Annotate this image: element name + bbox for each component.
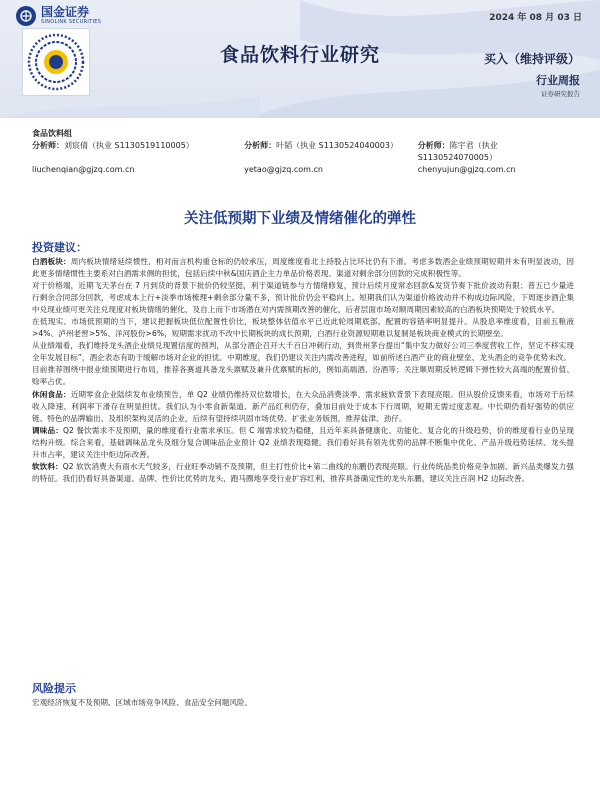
brand-name-en: SINOLINK SECURITIES bbox=[41, 19, 102, 25]
risk-heading: 风险提示 bbox=[32, 682, 76, 695]
analyst-3-email[interactable]: chenyujun@gjzq.com.cn bbox=[417, 165, 516, 174]
brand-logo bbox=[16, 6, 101, 26]
analyst-group: 食品饮料组 bbox=[32, 129, 72, 138]
report-header bbox=[0, 0, 600, 118]
analyst-names-row bbox=[32, 140, 572, 164]
paragraph: 白酒板块：周内板块情绪延续惯性，相对而言机构重仓标的仍较承压，周度维度看北上持股占比环比仍有下滑。考虑多数酒企业绩预期短期并未有明显波动，因此更多情绪惯性主要系对白酒需求侧的担忧，包括后续中秋&国庆酒企主力单品价格表现、渠道对剩余部分回款的完成积极性等。 bbox=[32, 257, 575, 279]
paragraph: 目前推荐围绕中报业绩预期进行布局，推荐各赛道具备龙头禀赋及兼升优禀赋的标的，例如高端酒、汾酒等；关注顺周期反转逻辑下弹性较大高端的配置价值、赊率占优。 bbox=[32, 365, 574, 387]
analyst-emails-row bbox=[32, 164, 572, 176]
brand-logo-icon bbox=[16, 6, 36, 26]
report-type: 行业周报 bbox=[536, 74, 580, 87]
paragraph: 休闲食品：近期零食企业陆续发布业绩预告，单 Q2 业绩仍维持双位数增长，在大众品消费淡季、需求疲软背景下表现亮眼。但从股价反馈来看，市场对于后续收入降速、利润率下滑存在明显担忧。我们认为小零食新渠道、新产品红利仍存，叠加目前处于成本下行周期，短期无需过度悲观。中长期仍看好强势的供应链、特色的品牌输出、及组织架构灵活的企业，后续有望持续巩固市场优势、扩张业务版图，推荐盐津、劲仔。 bbox=[32, 389, 574, 423]
paragraph: 软饮料：Q2 软饮消费大有雨水天气较多，行业旺季动销不及预期，但主打性价比+第二曲线的东鹏仍表现亮眼。行业传统品类价格竞争加剧、新兴品类爆发力强的特征。我们仍看好具备渠道、品牌、性价比优势的龙头，跑马圈地享受行业扩容红利，推荐具备确定性的龙头东鹏，建议关注百润 H2 边际改善。 bbox=[32, 461, 574, 483]
analyst-2: 分析师：叶韬（执业 S1130524040003） bbox=[244, 141, 398, 150]
analyst-1: 分析师：刘宸倩（执业 S1130519110005） bbox=[32, 141, 194, 150]
investment-heading: 投资建议： bbox=[32, 241, 87, 254]
analyst-2-email[interactable]: yetao@gjzq.com.cn bbox=[244, 165, 323, 174]
analyst-block bbox=[32, 128, 572, 176]
risk-text: 宏观经济恢复不及预期、区域市场竞争风险、食品安全问题风险。 bbox=[32, 698, 253, 707]
paragraph: 调味品：Q2 餐饮需求不及预期，量的维度看行业需求承压。但 C 端需求较为稳健，且近年来具备健康化、功能化、复合化的升级趋势，价的维度看行业仍呈现结构升级。综合来看，基础调味品龙头及细分复合调味品企业预计 Q2 业绩表现稳健。我们看好具有领先优势的品牌不断集中优化、产品升级趋势延续、龙头提升市占率，建议关注中炬边际改善。 bbox=[32, 425, 574, 459]
report-subtype: 证券研究报告 bbox=[541, 90, 580, 98]
paragraph: 从业绩端看，我们维持龙头酒企业绩兑现置信度的预判，从部分酒企召开大千百日冲刺行动，到贵州茅台提出“集中发力做好公司三季度营收工作，坚定不移实现全年发展目标”，酒企表态有助于缓解市场对企业的担忧。中期维度，我们仍建议关注内需改善进程，如前所述白酒产业的商业壁垒、龙头酒企的竞争优势未改。 bbox=[32, 341, 574, 363]
paragraph: 对于价格端，近期飞天茅台在 7 月到货的背景下批价仍较坚挺，利于渠道链参与方情绪修复，预计后续月度常态回款&发货节奏下批价波动有限；普五已少量进行剩余合同部分回款，考虑成本上行+淡季市场梳理+剩余部分量不多，预计批价仍会平稳向上。短期我们认为渠道价格波动并不构成边际风险，下周逐步酒企集中兑现业绩可更关注兑现度对板块情绪的催化，及自上而下市场潜在对内需预期改善的催化，后者层面市场对顺周期因素较高的白酒板块预期处于较低水平。 bbox=[32, 281, 574, 315]
investment-rating: 买入（维持评级） bbox=[483, 52, 580, 66]
report-date: 2024 年 08 月 03 日 bbox=[489, 13, 582, 23]
paragraph: 在低现实、市场低预期的当下，建议把握板块低位配置性价比，板块整体估值水平已近此轮周期底部、配置的容错率明显提升。从股息率维度看，目前五粮液>4%、泸州老窖>5%、洋河股份>6%，短期需求扰动不改中长期板块的成长预期，白酒行业资源短期难以复制是板块商业模式的长期壁垒。 bbox=[32, 317, 574, 339]
analyst-3: 分析师：陈宇君（执业 S1130524070005） bbox=[417, 141, 498, 162]
brand-name-cn: 国金证券 bbox=[41, 5, 90, 19]
analyst-1-email[interactable]: liuchenqian@gjzq.com.cn bbox=[32, 165, 135, 174]
industry-title: 食品饮料行业研究 bbox=[219, 44, 380, 66]
report-main-title: 关注低预期下业绩及情绪催化的弹性 bbox=[184, 211, 416, 227]
investment-body bbox=[32, 256, 574, 485]
